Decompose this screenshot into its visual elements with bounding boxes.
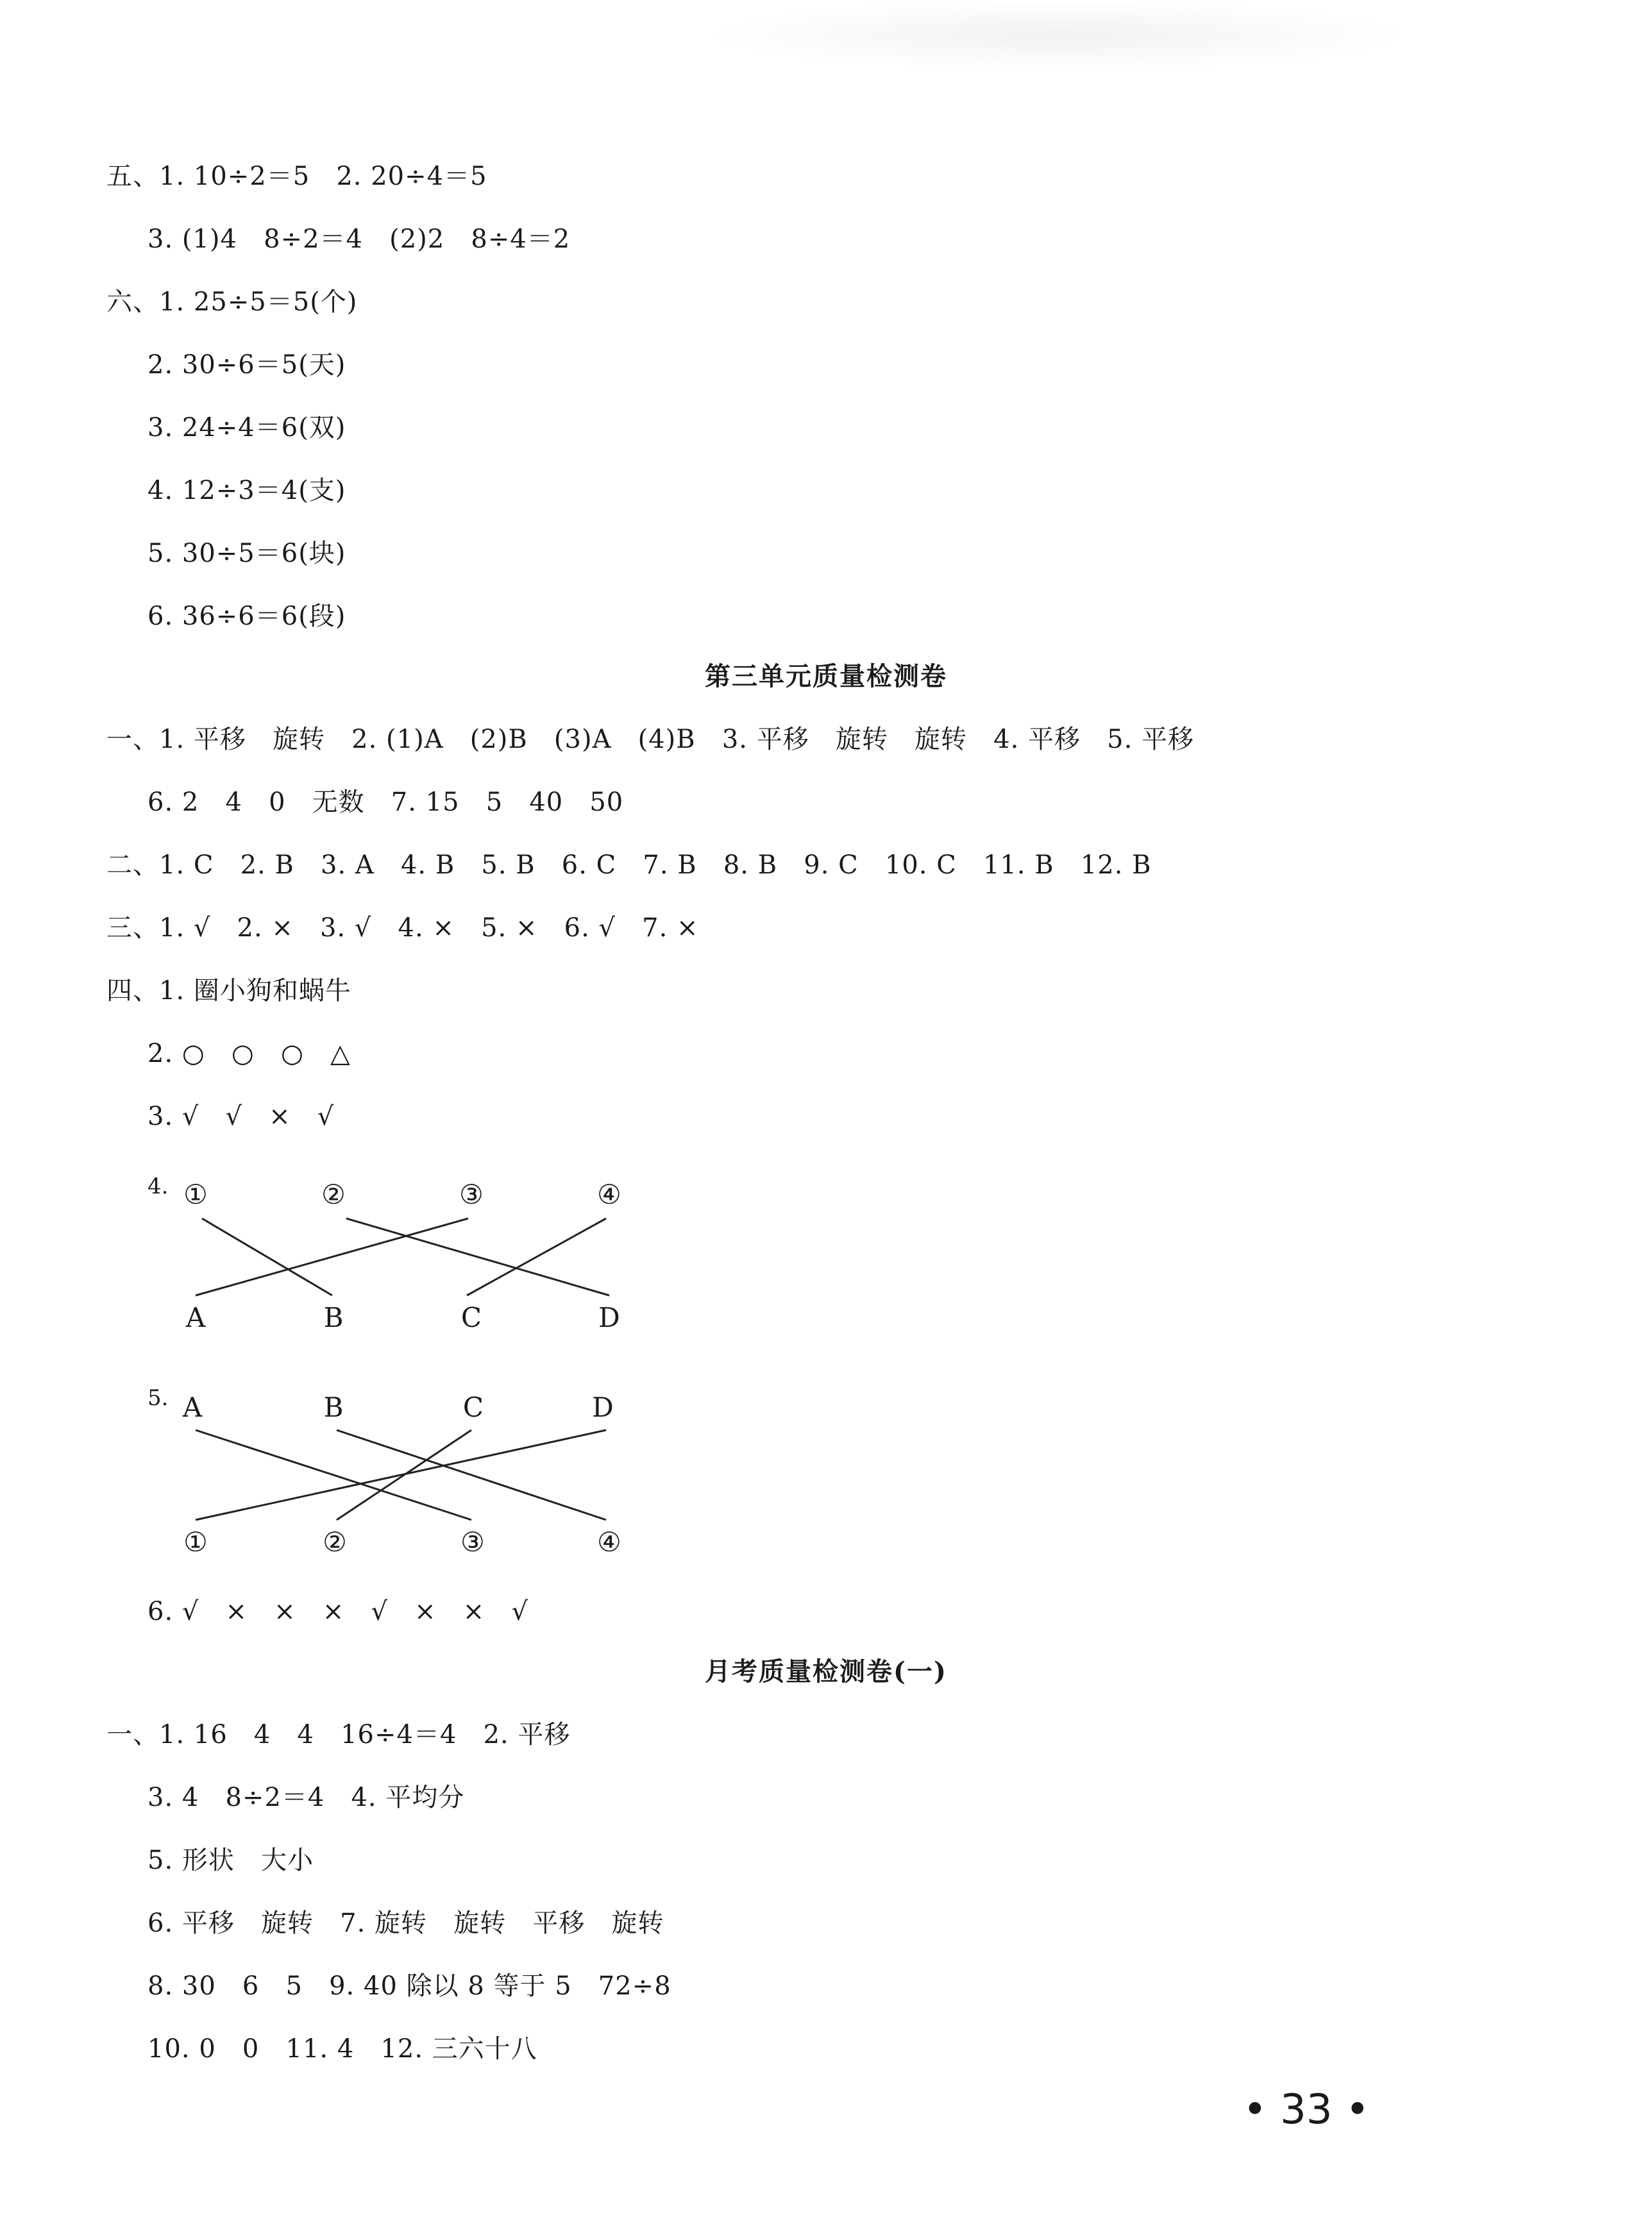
answer-line: 二、1. C 2. B 3. A 4. B 5. B 6. C 7. B 8. B 9. C 10. C 11. B 12. B	[106, 850, 1152, 880]
diagram-bottom-label: ①	[183, 1526, 208, 1558]
diagram-top-label: ④	[597, 1179, 621, 1210]
answer-line: 2. 30÷6＝5(天)	[148, 350, 346, 380]
page-number: • 33 •	[1243, 2086, 1370, 2134]
diagram-top-label: B	[323, 1392, 344, 1423]
match-line	[196, 1430, 606, 1520]
answer-line: 四、1. 圈小狗和蜗牛	[106, 976, 351, 1006]
answer-line: 三、1. √ 2. × 3. √ 4. × 5. × 6. √ 7. ×	[106, 913, 699, 943]
section-heading: 月考质量检测卷(一)	[705, 1656, 947, 1687]
answer-line: 6. √ × × × √ × × √	[148, 1597, 528, 1626]
diagram-top-label: ②	[321, 1179, 346, 1210]
diagram-number: 4.	[148, 1174, 169, 1199]
match-line	[467, 1218, 606, 1295]
answer-line: 8. 30 6 5 9. 40 除以 8 等于 5 72÷8	[148, 1971, 671, 2001]
diagram-top-label: D	[592, 1392, 614, 1423]
answer-line: 6. 2 4 0 无数 7. 15 5 40 50	[148, 788, 624, 817]
answer-line: 6. 平移 旋转 7. 旋转 旋转 平移 旋转	[148, 1909, 664, 1938]
scan-smudge	[705, 0, 1411, 71]
match-line	[346, 1218, 609, 1295]
section-heading: 第三单元质量检测卷	[705, 661, 947, 691]
diagram-bottom-label: C	[460, 1302, 482, 1333]
answer-line: 一、1. 16 4 4 16÷4＝4 2. 平移	[106, 1720, 571, 1749]
answer-line: 六、1. 25÷5＝5(个)	[106, 287, 358, 317]
diagram-bottom-label: ④	[597, 1526, 621, 1558]
diagram-number: 5.	[148, 1385, 169, 1411]
answer-line: 3. √ √ × √	[148, 1102, 335, 1131]
answer-line: 10. 0 0 11. 4 12. 三六十八	[148, 2034, 537, 2064]
diagram-top-label: ①	[183, 1179, 208, 1210]
answer-line: 3. 4 8÷2＝4 4. 平均分	[148, 1783, 465, 1812]
answer-line: 6. 36÷6＝6(段)	[148, 602, 346, 631]
match-line	[196, 1430, 471, 1520]
answer-line: 一、1. 平移 旋转 2. (1)A (2)B (3)A (4)B 3. 平移 旋转 旋转 4. 平移 5. 平移	[106, 725, 1195, 754]
diagram-bottom-label: A	[185, 1302, 206, 1333]
match-line	[337, 1430, 606, 1520]
diagram-bottom-label: ③	[460, 1526, 485, 1558]
diagram-bottom-label: D	[598, 1302, 620, 1333]
answer-line: 4. 12÷3＝4(支)	[148, 476, 346, 505]
match-line	[196, 1218, 468, 1295]
answer-line: 3. (1)4 8÷2＝4 (2)2 8÷4＝2	[148, 224, 571, 254]
diagram-top-label: A	[182, 1392, 203, 1423]
answer-line: 5. 30÷5＝6(块)	[148, 539, 346, 568]
diagram-top-label: C	[462, 1392, 484, 1423]
answer-line: 五、1. 10÷2＝5 2. 20÷4＝5	[106, 162, 487, 191]
matching-diagram-5	[0, 1379, 705, 1571]
answer-line: 2. ○ ○ ○ △	[148, 1039, 351, 1068]
match-line	[202, 1218, 332, 1295]
diagram-top-label: ③	[459, 1179, 484, 1210]
diagram-bottom-label: ②	[323, 1526, 347, 1558]
answer-line: 5. 形状 大小	[148, 1846, 314, 1875]
answer-line: 3. 24÷4＝6(双)	[148, 413, 346, 442]
matching-diagram-4	[0, 1167, 705, 1347]
diagram-bottom-label: B	[323, 1302, 344, 1333]
